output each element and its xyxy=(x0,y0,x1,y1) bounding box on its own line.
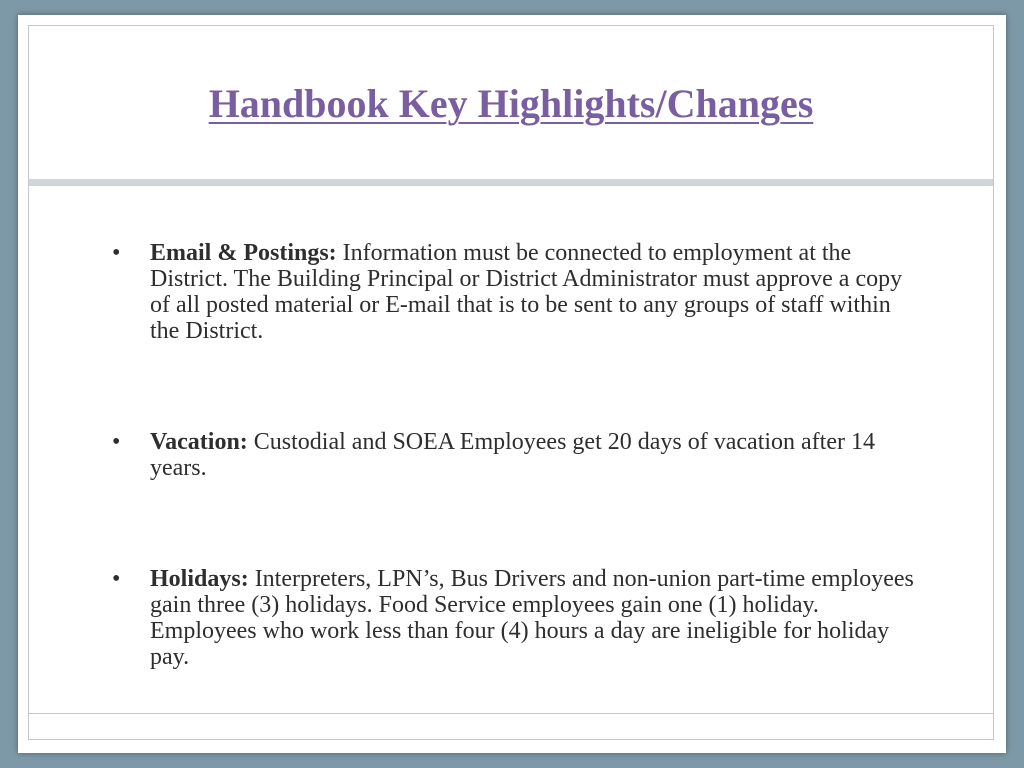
bullet-icon: • xyxy=(112,429,121,455)
bullet-text: Interpreters, LPN’s, Bus Drivers and non-union part-time employees gain three (3) holidays. Food Service employees gain one (1) holiday. Employees who work less than four (4) hours a day are ineligible for holiday pay. xyxy=(150,566,914,670)
bullet-label: Vacation: xyxy=(150,429,248,455)
bullet-text: Custodial and SOEA Employees get 20 days of vacation after 14 years. xyxy=(150,429,875,481)
bullet-icon: • xyxy=(112,566,121,592)
title-divider xyxy=(29,179,993,186)
bullet-email-postings xyxy=(112,240,922,344)
bullet-label: Email & Postings: xyxy=(150,240,337,266)
bullet-holidays xyxy=(112,566,922,670)
bullet-text: Information must be connected to employment at the District. The Building Principal or District Administrator must approve a copy of all posted material or E-mail that is to be sent to any groups of staff within the District. xyxy=(150,240,903,344)
footer-rule xyxy=(29,713,993,714)
slide-title: Handbook Key Highlights/Changes xyxy=(208,81,814,126)
bullet-icon: • xyxy=(112,240,121,266)
bullet-list xyxy=(112,240,922,670)
bullet-vacation xyxy=(112,429,922,481)
bullet-label: Holidays: xyxy=(150,566,249,592)
